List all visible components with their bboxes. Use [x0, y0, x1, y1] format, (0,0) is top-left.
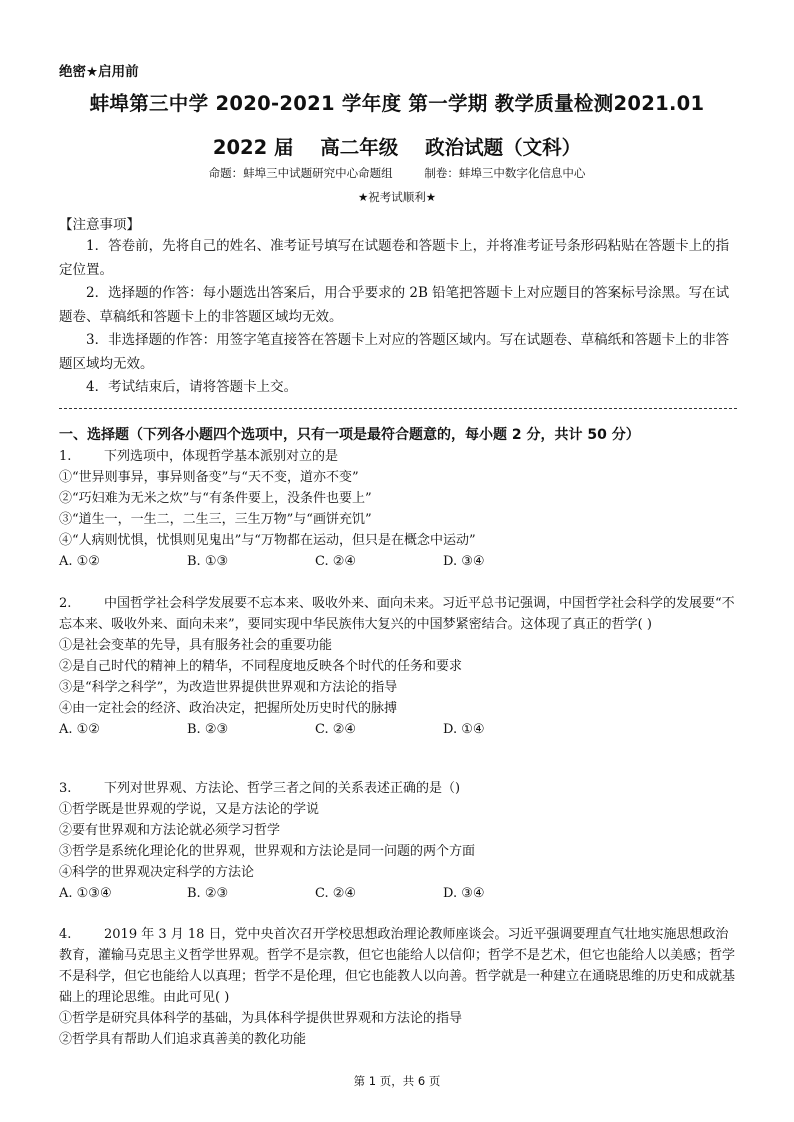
- question-item: ①哲学是研究具体科学的基础，为具体科学提供世界观和方法论的指导: [59, 1011, 463, 1026]
- notice-list: [59, 235, 739, 400]
- notice-item: 4．考试结束后，请将答题卡上交。: [86, 379, 298, 395]
- question-number: 3.: [59, 781, 72, 796]
- confidential-label: 绝密★启用前: [59, 64, 139, 80]
- option-c[interactable]: C. ②④: [315, 886, 357, 901]
- question-3: [59, 778, 739, 904]
- question-item: ③哲学是系统化理论化的世界观，世界观和方法论是同一问题的两个方面: [59, 844, 476, 859]
- question-number: 2.: [59, 596, 72, 611]
- question-item: ③“道生一，一生二，二生三，三生万物”与“画饼充饥”: [59, 512, 372, 527]
- option-d[interactable]: D. ③④: [443, 886, 485, 901]
- option-a[interactable]: A. ①②: [59, 554, 100, 569]
- notice-item: 2．选择题的作答：每小题选出答案后，用合乎要求的 2B 铅笔把答题卡上对应题目的答案标号涂黑。写在试题卷、草稿纸和答题卡上的非答题区域均无效。: [59, 285, 730, 325]
- notice-item: 1．答卷前，先将自己的姓名、准考证号填写在试题卷和答题卡上，并将准考证号条形码粘贴在答题卡上的指定位置。: [59, 238, 730, 278]
- option-b[interactable]: B. ②③: [187, 886, 229, 901]
- answer-options: [59, 883, 739, 904]
- question-item: ②是自己时代的精神上的精华，不同程度地反映各个时代的任务和要求: [59, 659, 463, 674]
- question-item: ④由一定社会的经济、政治决定，把握所处历史时代的脉搏: [59, 701, 398, 716]
- option-a[interactable]: A. ①③④: [59, 886, 112, 901]
- subject-name: 政治试题（文科）: [425, 136, 582, 159]
- exam-subtitle: [0, 132, 794, 160]
- divider-line: [59, 408, 737, 409]
- grade-level: 高二年级: [320, 136, 399, 159]
- question-stem: 2019 年 3 月 18 日，党中央首次召开学校思想政治理论教师座谈会。习近平强调要理直气壮地实施思想政治教育，灌输马克思主义哲学世界观。哲学不是宗教，但它也能给人以信仰；哲学不是艺术，但它也能给人以美感；哲学不是科学，但它也能给人以真理；哲学不是伦理，但它也能教人以向善。哲学就是一种建立在通晓思维的历史和成就基础上的理论思维。由此可见( ): [59, 927, 736, 1005]
- question-1: [59, 446, 739, 572]
- question-number: 1.: [59, 449, 72, 464]
- question-item: ①是社会变革的先导，具有服务社会的重要功能: [59, 638, 333, 653]
- question-stem: 下列选项中，体现哲学基本派别对立的是: [104, 449, 339, 464]
- answer-options: [59, 551, 739, 572]
- question-item: ①“世异则事异，事异则备变”与“天不变，道亦不变”: [59, 470, 359, 485]
- question-item: ②要有世界观和方法论就必须学习哲学: [59, 823, 281, 838]
- question-item: ④“人病则忧惧，忧惧则见鬼出”与“万物都在运动，但只是在概念中运动”: [59, 533, 476, 548]
- question-item: ③是“科学之科学”，为改造世界提供世界观和方法论的指导: [59, 680, 398, 695]
- grade-year: 2022 届: [212, 136, 294, 159]
- option-b[interactable]: B. ②③: [187, 722, 229, 737]
- question-stem: 下列对世界观、方法论、哲学三者之间的关系表述正确的是（): [104, 781, 461, 796]
- question-item: ②哲学具有帮助人们追求真善美的教化功能: [59, 1032, 307, 1047]
- notice-heading: 【注意事项】: [59, 217, 140, 233]
- option-c[interactable]: C. ②④: [315, 554, 357, 569]
- question-item: ①哲学既是世界观的学说，又是方法论的学说: [59, 802, 320, 817]
- question-stem: 中国哲学社会科学发展要不忘本来、吸收外来、面向未来。习近平总书记强调，中国哲学社会科学的发展要“不忘本来、吸收外来、面向未来”，要同实现中华民族伟大复兴的中国梦紧密结合。这体现了真正的哲学( ): [59, 596, 735, 632]
- section-heading: 一、选择题（下列各小题四个选项中，只有一项是最符合题意的，每小题 2 分，共计 50 分）: [59, 427, 640, 443]
- exam-title: 蚌埠第三中学 2020-2021 学年度 第一学期 教学质量检测2021.01: [89, 92, 705, 115]
- question-2: [59, 593, 739, 740]
- page-number: 第 1 页，共 6 页: [353, 1074, 441, 1088]
- option-d[interactable]: D. ③④: [443, 554, 485, 569]
- question-item: ②“巧妇难为无米之炊”与“有条件要上，没条件也要上”: [59, 491, 372, 506]
- option-a[interactable]: A. ①②: [59, 722, 100, 737]
- producer-text: 制卷：蚌埠三中数字化信息中心: [424, 166, 586, 180]
- option-b[interactable]: B. ①③: [187, 554, 229, 569]
- good-luck-text: ★祝考试顺利★: [357, 190, 437, 204]
- question-item: ④科学的世界观决定科学的方法论: [59, 865, 255, 880]
- question-number: 4.: [59, 927, 72, 942]
- proposer-text: 命题：蚌埠三中试题研究中心命题组: [208, 166, 393, 180]
- exam-credits: [0, 165, 794, 181]
- answer-options: [59, 719, 739, 740]
- option-d[interactable]: D. ①④: [443, 722, 485, 737]
- option-c[interactable]: C. ②④: [315, 722, 357, 737]
- notice-item: 3．非选择题的作答：用签字笔直接答在答题卡上对应的答题区域内。写在试题卷、草稿纸和答题卡上的非答题区域均无效。: [59, 332, 730, 372]
- question-4: [59, 924, 739, 1050]
